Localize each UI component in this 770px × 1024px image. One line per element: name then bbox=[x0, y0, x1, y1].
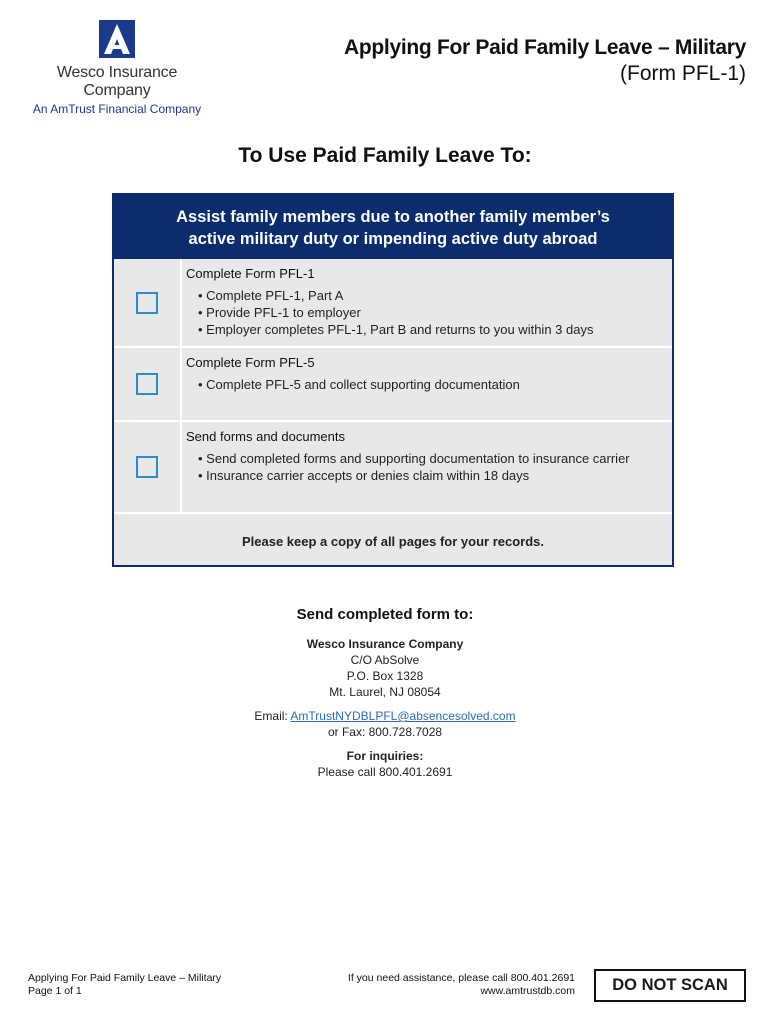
inquiries-label: For inquiries: bbox=[346, 749, 424, 763]
amtrust-a-logo-icon bbox=[99, 20, 135, 58]
bullet-item: • Complete PFL-1, Part A bbox=[186, 287, 672, 304]
bullet-item: • Employer completes PFL-1, Part B and returns to you within 3 days bbox=[186, 321, 672, 338]
email-line bbox=[0, 708, 770, 724]
footer-website: www.amtrustdb.com bbox=[480, 985, 575, 997]
form-title-block bbox=[344, 36, 746, 86]
inquiries-phone: Please call 800.401.2691 bbox=[317, 765, 453, 779]
email-label: Email: bbox=[254, 709, 291, 723]
step-bullets bbox=[186, 287, 672, 338]
step-bullets bbox=[186, 376, 672, 393]
bullet-item: • Insurance carrier accepts or denies claim within 18 days bbox=[186, 467, 672, 484]
steps-panel bbox=[112, 193, 674, 567]
bullet-item: • Send completed forms and supporting documentation to insurance carrier bbox=[186, 450, 672, 467]
company-subtitle: An AmTrust Financial Company bbox=[32, 102, 202, 116]
do-not-scan-stamp: DO NOT SCAN bbox=[594, 969, 746, 1002]
mailing-section bbox=[0, 606, 770, 780]
form-title: Applying For Paid Family Leave – Military bbox=[344, 36, 746, 59]
fax-line: or Fax: 800.728.7028 bbox=[327, 725, 443, 739]
footer-page-number: Page 1 of 1 bbox=[28, 985, 82, 997]
email-link[interactable]: AmTrustNYDBLPFL@absencesolved.com bbox=[290, 709, 516, 723]
bullet-item: • Provide PFL-1 to employer bbox=[186, 304, 672, 321]
step-title: Send forms and documents bbox=[186, 429, 345, 444]
address-po-box: P.O. Box 1328 bbox=[346, 669, 424, 683]
panel-header bbox=[114, 195, 672, 259]
step-title: Complete Form PFL-1 bbox=[186, 266, 315, 281]
mailing-title: Send completed form to: bbox=[296, 606, 474, 623]
footer-assistance: If you need assistance, please call 800.401.2691 bbox=[347, 972, 575, 984]
step-bullets bbox=[186, 450, 672, 484]
footer-form-title: Applying For Paid Family Leave – Military bbox=[28, 972, 222, 984]
footer-left bbox=[28, 972, 221, 998]
step-3-checkbox[interactable] bbox=[136, 456, 158, 478]
address-city: Mt. Laurel, NJ 08054 bbox=[329, 685, 441, 699]
step-row bbox=[114, 259, 672, 348]
address-care-of: C/O AbSolve bbox=[350, 653, 420, 667]
address-name: Wesco Insurance Company bbox=[306, 637, 464, 651]
company-name: Wesco Insurance Company bbox=[56, 64, 178, 99]
step-1-checkbox[interactable] bbox=[136, 292, 158, 314]
step-row bbox=[114, 348, 672, 422]
mailing-address bbox=[0, 636, 770, 780]
footer-right bbox=[340, 972, 575, 998]
form-number: (Form PFL-1) bbox=[620, 62, 746, 85]
section-heading: To Use Paid Family Leave To: bbox=[238, 144, 532, 167]
panel-header-line-1: Assist family members due to another family member’s bbox=[176, 208, 610, 226]
records-note: Please keep a copy of all pages for your records. bbox=[241, 534, 544, 549]
step-row bbox=[114, 422, 672, 514]
panel-header-line-2: active military duty or impending active duty abroad bbox=[188, 230, 598, 248]
brand-logo bbox=[22, 20, 212, 116]
step-2-checkbox[interactable] bbox=[136, 373, 158, 395]
bullet-item: • Complete PFL-5 and collect supporting documentation bbox=[186, 376, 672, 393]
step-title: Complete Form PFL-5 bbox=[186, 355, 315, 370]
